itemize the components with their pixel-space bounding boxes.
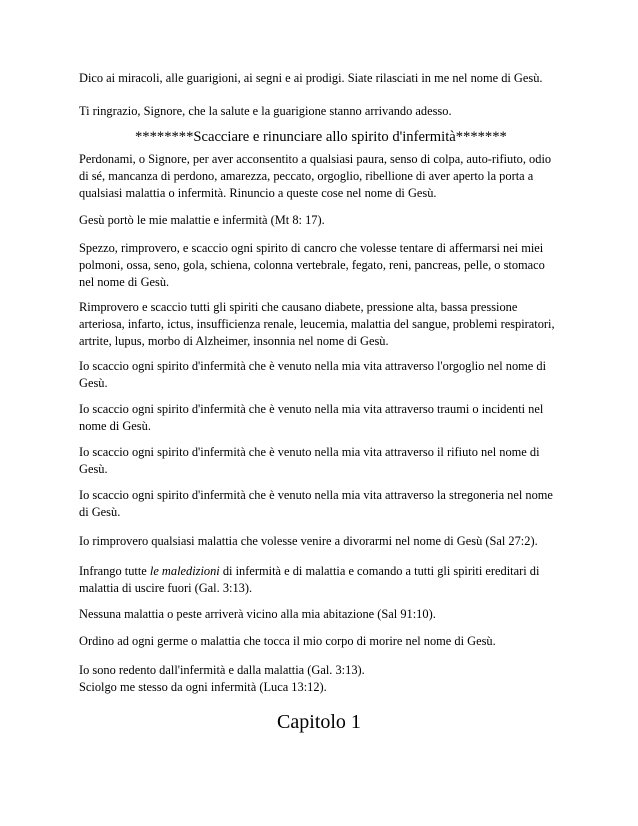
- text-line: Io rimprovero qualsiasi malattia che volesse venire a divorarmi nel nome di Gesù (Sal 27:2).: [79, 534, 538, 548]
- text-line: di sé, mancanza di perdono, amarezza, peccato, orgoglio, ribellione di aver aperto la porta a: [79, 169, 534, 183]
- text-line: Ordino ad ogni germe o malattia che tocca il mio corpo di morire nel nome di Gesù.: [79, 634, 496, 648]
- text-line: di Gesù.: [79, 505, 121, 519]
- text-line: Gesù.: [79, 462, 108, 476]
- paragraph-devour: [79, 533, 559, 550]
- paragraph-trauma: [79, 401, 559, 435]
- text-line: malattia di uscire fuori (Gal. 3:13).: [79, 581, 253, 595]
- paragraph-cancer: [79, 240, 559, 291]
- text-line: Sciolgo me stesso da ogni infermità (Luca 13:12).: [79, 680, 327, 694]
- text-line: polmoni, ossa, seno, gola, schiena, colonna vertebrale, fegato, reni, pancreas, pelle, o stomaco: [79, 258, 545, 272]
- text-line: Rimprovero e scaccio tutti gli spiriti che causano diabete, pressione alta, bassa pressione: [79, 300, 518, 314]
- paragraph-witchcraft: [79, 487, 559, 521]
- section-heading: ********Scacciare e rinunciare allo spirito d'infermità*******: [135, 129, 507, 145]
- text-line: Gesù portò le mie malattie e infermità (Mt 8: 17).: [79, 213, 325, 227]
- text-line: Perdonami, o Signore, per aver acconsentito a qualsiasi paura, senso di colpa, auto-rifiuto, odio: [79, 152, 552, 166]
- paragraph-pride: [79, 358, 559, 392]
- curse-text-after: di infermità e di malattia e comando a tutti gli spiriti ereditari di: [219, 564, 540, 578]
- paragraph-rejection: [79, 444, 559, 478]
- text-line: [79, 563, 559, 580]
- text-line: nome di Gesù.: [79, 419, 151, 433]
- text-line: Gesù.: [79, 376, 108, 390]
- paragraph-miracles: [79, 70, 559, 87]
- text-line: Nessuna malattia o peste arriverà vicino alla mia abitazione (Sal 91:10).: [79, 607, 436, 621]
- text-line: nel nome di Gesù.: [79, 275, 170, 289]
- text-line: Io sono redento dall'infermità e dalla malattia (Gal. 3:13).: [79, 663, 365, 677]
- paragraph-curses: [79, 563, 559, 597]
- paragraph-no-plague: [79, 606, 559, 623]
- chapter-title: Capitolo 1: [277, 711, 361, 733]
- paragraph-redeemed: [79, 662, 559, 696]
- text-line: Ti ringrazio, Signore, che la salute e la guarigione stanno arrivando adesso.: [79, 104, 452, 118]
- text-line: artrite, lupus, morbo di Alzheimer, insonnia nel nome di Gesù.: [79, 334, 389, 348]
- paragraph-forgiveness: [79, 151, 559, 202]
- paragraph-thanks: [79, 103, 559, 120]
- text-line: Io scaccio ogni spirito d'infermità che è venuto nella mia vita attraverso l'orgoglio nel nome di: [79, 359, 547, 373]
- text-line: Io scaccio ogni spirito d'infermità che è venuto nella mia vita attraverso il rifiuto nel nome di: [79, 445, 540, 459]
- curse-text-italic: le maledizioni: [149, 564, 220, 578]
- paragraph-rebuke-diseases: [79, 299, 559, 350]
- text-line: arteriosa, infarto, ictus, insufficienza renale, leucemia, malattia del sangue, problemi respiratori,: [79, 317, 555, 331]
- paragraph-germs: [79, 633, 559, 650]
- text-line: Spezzo, rimprovero, e scaccio ogni spirito di cancro che volesse tentare di affermarsi nei miei: [79, 241, 544, 255]
- paragraph-jesus-bore: [79, 212, 559, 229]
- text-line: qualsiasi malattia o infermità. Rinuncio a queste cose nel nome di Gesù.: [79, 186, 437, 200]
- text-line: Io scaccio ogni spirito d'infermità che è venuto nella mia vita attraverso traumi o incidenti nel: [79, 402, 544, 416]
- text-line: Io scaccio ogni spirito d'infermità che è venuto nella mia vita attraverso la stregoneria nel nome: [79, 488, 553, 502]
- curse-text-before: Infrango tutte: [79, 564, 150, 578]
- text-line: Dico ai miracoli, alle guarigioni, ai segni e ai prodigi. Siate rilasciati in me nel nome di Gesù.: [79, 71, 543, 85]
